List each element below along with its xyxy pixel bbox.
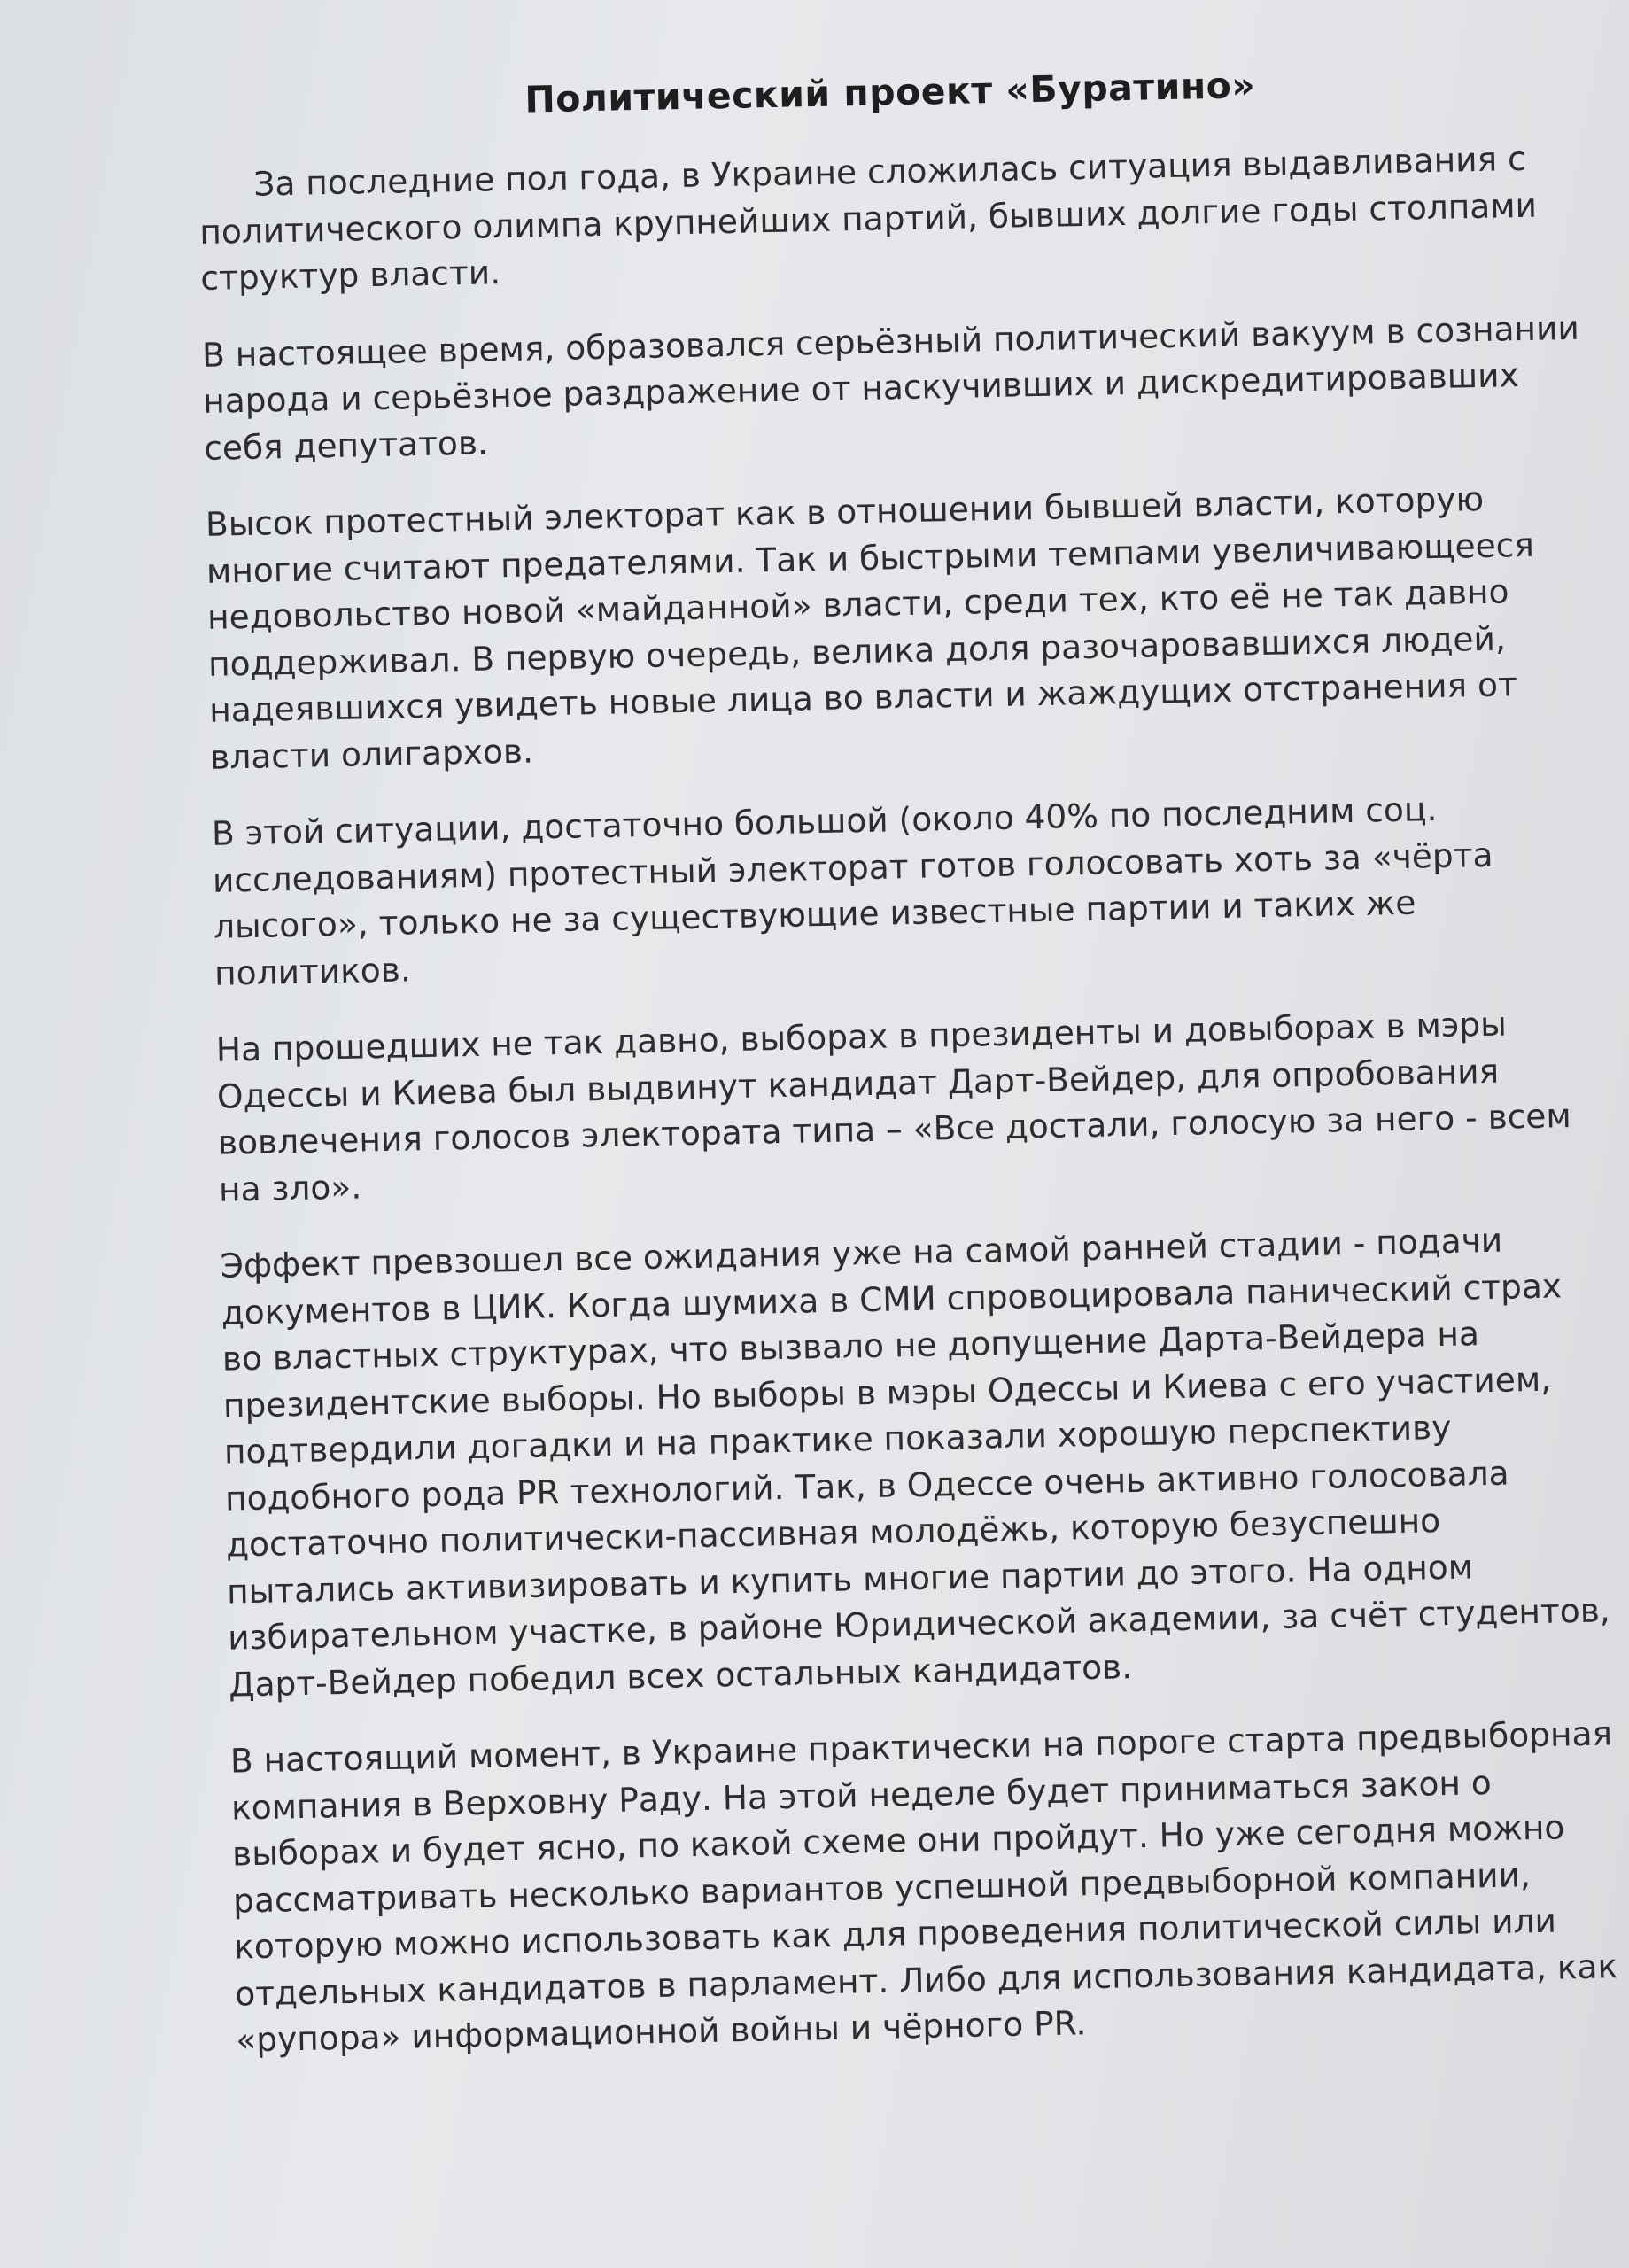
document-title: Политический проект «Буратино» — [524, 64, 1256, 121]
paragraph-3: Высок протестный электорат как в отношении бывшей власти, которую многие считают предателями. Так и быстрыми темпами увеличивающееся недовольство новой «майданной» власти, среди тех, кто её не так давно поддерживал. В первую очередь, велика доля разочаровавшихся людей, надеявшихся увидеть новые лица во власти и жаждущих отстранения от власти олигархов. — [205, 478, 1535, 777]
paragraph-2: В настоящее время, образовался серьёзный политический вакуум в сознании народа и серьёзное раздражение от наскучивших и дискредитировавших себя депутатов. — [201, 307, 1580, 468]
paragraph-4: В этой ситуации, достаточно большой (около 40% по последним соц. исследованиям) протестный электорат готов голосовать хоть за «чёрта лысого», только не за существующие известные партии и таких же политиков. — [211, 789, 1493, 993]
paragraph-5: На прошедших не так давно, выборах в президенты и довыборах в мэры Одессы и Киева был выдвинут кандидат Дарт-Вейдер, для опробования вовлечения голосов электората типа – «Все достали, голосую за него - всем на зло». — [215, 1004, 1572, 1209]
document-sheet — [197, 57, 1623, 2093]
paragraph-1: За последние пол года, в Украине сложилась ситуация выдавливания с политического олимпа крупнейших партий, бывших долгие годы столпами структур власти. — [198, 138, 1538, 298]
paragraph-7: В настоящий момент, в Украине практически на пороге старта предвыборная компания в Верховну Раду. На этой неделе будет приниматься закон о выборах и будет ясно, по какой схеме они пройдут. Но уже сегодня можно рассматривать несколько вариантов успешной предвыборной компании, которую можно использовать как для проведения политической силы или отдельных кандидатов в парламент. Либо для использования кандидата, как «рупора» информационной войны и чёрного PR. — [229, 1713, 1618, 2060]
paragraph-6: Эффект превзошел все ожидания уже на самой ранней стадии - подачи документов в ЦИК. Когда шумиха в СМИ спровоцировала панический страх во властных структурах, что вызвало не допущение Дарта-Вейдера на президентские выборы. Но выборы в мэры Одессы и Киева с его участием, подтвердили догадки и на практике показали хорошую перспективу подобного рода PR технологий. Так, в Одессе очень активно голосовала достаточно политически-пассивная молодёжь, которую безуспешно пытались активизировать и купить многие партии до этого. На одном избирательном участке, в районе Юридической академии, за счёт студентов, Дарт-Вейдер победил всех остальных кандидатов. — [220, 1220, 1611, 1705]
